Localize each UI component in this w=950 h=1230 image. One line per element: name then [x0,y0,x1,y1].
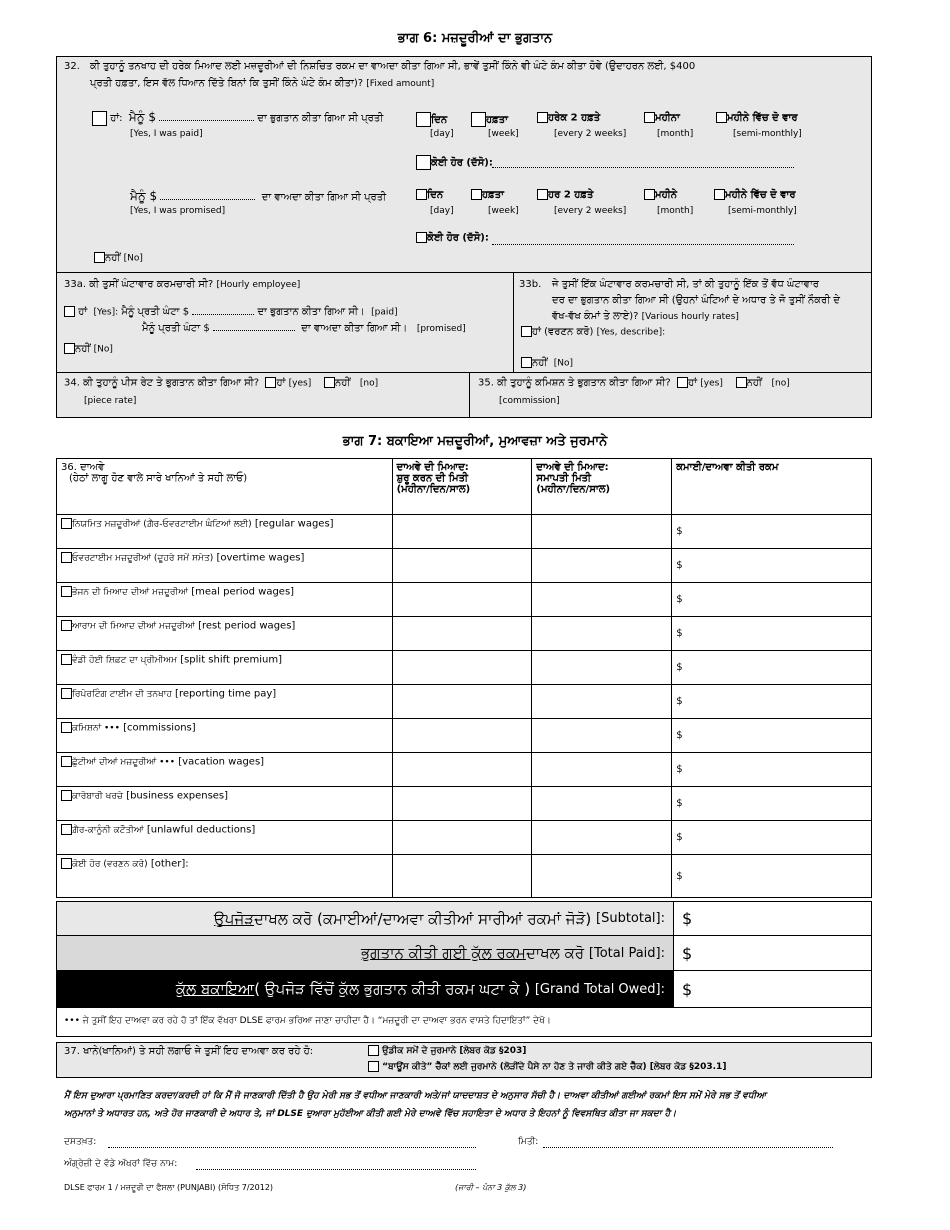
q33a-paid-en: [paid] [371,307,398,318]
grand-total-label-en: [Grand Total Owed]: [534,981,665,997]
q35-no-label: ਨਹੀਂ [746,377,762,389]
claim-amount[interactable]: $ [672,685,872,719]
table-row [57,617,872,651]
claim-start-date[interactable] [392,821,532,855]
q33a-text: 33a. ਕੀ ਤੁਸੀਂ ਘੰਟਾਵਾਰ ਕਰਮਚਾਰੀ ਸੀ? [64,279,214,290]
q35-yes-checkbox[interactable] [677,377,688,388]
claims-header-row [57,459,872,515]
claim-end-date[interactable] [532,583,672,617]
q33b-line1: ਜੇ ਤੁਸੀਂ ਇੱਕ ਘੰਟਾਵਾਰ ਕਰਮਚਾਰੀ ਸੀ, ਤਾਂ ਕੀ ਤੁਹਾਨੂੰ ਇੱਕ ਤੋਂ ਵੱਧ ਘੰਟਾਵਾਰ [552,279,820,290]
q33b-number: 33b. [519,279,542,290]
subtotal-row [56,901,872,936]
table-row [57,549,872,583]
claim-start-date[interactable] [392,787,532,821]
claim-end-date[interactable] [532,617,672,651]
q32-paid-amount-field[interactable] [159,120,254,121]
part6-title: ਭਾਗ 6: ਮਜ਼ਦੂਰੀਆਂ ਦਾ ਭੁਗਤਾਨ [397,31,553,46]
claim-other[interactable]: ਕੋਈ ਹੋਰ (ਵਰਣਨ ਕਰੋ) [other]: [57,855,393,898]
q33a-promised-suffix: ਦਾ ਵਾਅਦਾ ਕੀਤਾ ਗਿਆ ਸੀ। [301,323,408,334]
subtotal-value[interactable]: $ [673,902,871,935]
claim-amount[interactable]: $ [672,821,872,855]
total-paid-value[interactable]: $ [673,936,871,970]
claim-overtime-wages[interactable]: ਓਵਰਟਾਈਮ ਮਜ਼ਦੂਰੀਆਂ (ਦੂਹਰੇ ਸਮੇਂ ਸਮੇਤ) [overtime wages] [57,549,393,583]
claim-end-date[interactable] [532,515,672,549]
table-row [57,821,872,855]
q32-paid-month[interactable]: ਮਹੀਨਾ [644,112,680,124]
claims-table [56,458,872,898]
claims-header-col3: ਦਾਅਵੇ ਦੀ ਮਿਆਦ: ਸਮਾਪਤੀ ਮਿਤੀ (ਮਹੀਨਾ/ਦਿਨ/ਸਾਲ) [532,459,672,515]
q34-no-en: [no] [359,378,379,389]
q34-yes-checkbox[interactable] [265,377,276,388]
table-row [57,515,872,549]
claims-note: ••• ਜੇ ਤੁਸੀਂ ਇਹ ਦਾਅਵਾ ਕਰ ਰਹੇ ਹੋ ਤਾਂ ਇੱਕ ਵੱਖਰਾ DLSE ਫਾਰਮ ਭਰਿਆ ਜਾਣਾ ਚਾਹੀਦਾ ਹੈ। “ਮਜ਼ਦੂਰੀ ਦਾ ਦਾਅਵਾ ਭਰਨ ਵਾਸਤੇ ਹਿਦਾਇਤਾਂ” ਦੇਖੋ। [64,1016,551,1026]
claim-start-date[interactable] [392,753,532,787]
claim-start-date[interactable] [392,583,532,617]
claim-amount[interactable]: $ [672,719,872,753]
page-number: (ਜਾਰੀ – ਪੰਨਾ 3 ਕੁੱਲ 3) [455,1183,527,1192]
grand-total-row [56,970,872,1008]
q33b-line3: ਵੱਖ-ਵੱਖ ਕੰਮਾਂ ਤੇ ਲਾਏ)? [552,311,639,322]
q32-paid-week[interactable]: ਹਫ਼ਤਾ [471,112,508,127]
certification-line2: ਅਨੁਮਾਨਾਂ ਤੇ ਅਧਾਰਤ ਹਨ, ਅਤੇ ਹੋਰ ਜਾਣਕਾਰੀ ਦੇ ਅਧਾਰ ਤੇ, ਜਾਂ DLSE ਦੁਆਰਾ ਮੁਹੱਈਆ ਕੀਤੀ ਗਈ ਮੇਰੇ ਦਾਅਵੇ ਵਿੱਚ ਸਹਾਇਤਾ ਦੇ ਅਧਾਰ ਤੇ ਇਹਨਾਂ ਨੂੰ ਵਿਵਸਥਿਤ ਕੀਤਾ ਜਾ ਸਕਦਾ ਹੈ। [64,1109,677,1119]
q32-promised-semimonthly-en: [semi-monthly] [728,206,797,216]
q32-yes-label: ਹਾਂ: [110,113,123,124]
table-row [57,685,872,719]
q34-yes-en: [yes] [288,378,312,389]
q33b-line3-en: [Various hourly rates] [641,312,739,322]
table-row [57,583,872,617]
total-paid-label-en: [Total Paid]: [588,945,665,961]
claim-start-date[interactable] [392,719,532,753]
grand-total-value[interactable]: $ [673,971,871,1007]
claim-vacation-wages[interactable]: ਛੁੱਟੀਆਂ ਦੀਆਂ ਮਜ਼ਦੂਰੀਆਂ ••• [vacation wages] [57,753,393,787]
q34-yes-label: ਹਾਂ [276,377,286,389]
claim-split-shift-premium[interactable]: ਵੰਡੀ ਹੋਈ ਸ਼ਿਫ਼ਟ ਦਾ ਪ੍ਰੀਮੀਅਮ [split shift premium] [57,651,393,685]
claim-amount[interactable]: $ [672,855,872,898]
q32-paid-day-en: [day] [430,129,454,139]
q32-paid-en: [Yes, I was paid] [130,129,203,139]
q32-paid-day[interactable]: ਦਿਨ [416,112,447,127]
claim-amount[interactable]: $ [672,787,872,821]
q32-yes-checkbox[interactable] [92,111,107,126]
claim-rest-period-wages[interactable]: ਆਰਾਮ ਦੀ ਮਿਆਦ ਦੀਆਂ ਮਜ਼ਦੂਰੀਆਂ [rest period wages] [57,617,393,651]
claim-end-date[interactable] [532,719,672,753]
q32-paid-other[interactable]: ਕੋਈ ਹੋਰ (ਦੱਸੋ): [416,155,493,170]
q33a-yes-en: [Yes]: [93,307,119,318]
part7-title: ਭਾਗ 7: ਬਕਾਇਆ ਮਜ਼ਦੂਰੀਆਂ, ਮੁਆਵਜ਼ਾ ਅਤੇ ਜੁਰਮਾਨੇ [342,434,608,449]
table-row [57,651,872,685]
claim-amount[interactable]: $ [672,651,872,685]
claim-amount[interactable]: $ [672,583,872,617]
q33a-promised-text: ਮੈਨੂੰ ਪ੍ਰਤੀ ਘੰਟਾ $ [142,323,210,334]
q37-option-waiting-time[interactable]: ਉਡੀਕ ਸਮੇਂ ਦੇ ਜੁਰਮਾਨੇ [ਲੇਬਰ ਕੋਡ §203] [368,1045,526,1056]
claim-unlawful-deductions[interactable]: ਗ਼ੈਰ-ਕਾਨੂੰਨੀ ਕਟੌਤੀਆਂ [unlawful deductions] [57,821,393,855]
q33a-paid-suffix: ਦਾ ਭੁਗਤਾਨ ਕੀਤਾ ਗਿਆ ਸੀ। [257,306,365,318]
signature-label: ਦਸਤਖ਼ਤ: [64,1137,97,1147]
q33a-paid-rate-field[interactable] [192,314,254,315]
q34-text: 34. ਕੀ ਤੁਹਾਨੂੰ ਪੀਸ ਰੇਟ ਤੇ ਭੁਗਤਾਨ ਕੀਤਾ ਗਿਆ ਸੀ? [64,377,260,389]
q33b-no-option[interactable]: ਨਹੀਂ [No] [521,357,573,369]
claim-start-date[interactable] [392,685,532,719]
q32-promised-2weeks-en: [every 2 weeks] [554,206,627,216]
total-paid-label: ਦਾਖਲ ਕਰੋ [525,944,585,962]
claim-amount[interactable]: $ [672,515,872,549]
claim-end-date[interactable] [532,549,672,583]
q32-promised-week-en: [week] [488,206,519,216]
q33a-no-option[interactable]: ਨਹੀਂ [No] [64,343,113,355]
date-label: ਮਿਤੀ: [518,1137,539,1147]
q35-no-en: [no] [771,378,790,389]
q32-paid-month-en: [month] [657,129,694,139]
claim-start-date[interactable] [392,515,532,549]
q32-promised-amount-field[interactable] [160,199,255,200]
claim-end-date[interactable] [532,685,672,719]
q32-promised-other-field[interactable] [492,244,794,245]
certification-line1: ਮੈਂ ਇਸ ਦੁਆਰਾ ਪ੍ਰਮਾਣਿਤ ਕਰਦਾ/ਕਰਦੀ ਹਾਂ ਕਿ ਮੈਂ ਜੋ ਜਾਣਕਾਰੀ ਦਿੱਤੀ ਹੈ ਉਹ ਮੇਰੀ ਸਭ ਤੋਂ ਵਧੀਆ ਜਾਣਕਾਰੀ ਅਤੇ/ਜਾਂ ਯਾਦਦਾਸ਼ਤ ਦੇ ਅਨੁਸਾਰ ਸੱਚੀ ਹੈ। ਦਾਅਵਾ ਕੀਤੀਆਂ ਗਈਆਂ ਰਕਮਾਂ ਇਸ ਸਮੇਂ ਮੇਰੇ ਸਭ ਤੋਂ ਵਧੀਆ [64,1091,767,1101]
claim-amount[interactable]: $ [672,753,872,787]
claim-start-date[interactable] [392,549,532,583]
q33a-text-en: [Hourly employee] [216,280,301,290]
q33a-yes-checkbox[interactable] [64,306,75,317]
table-row [57,787,872,821]
claim-start-date[interactable] [392,651,532,685]
table-row [57,719,872,753]
q33a-paid-text: ਮੈਨੂੰ ਪ੍ਰਤੀ ਘੰਟਾ $ [121,306,190,318]
q33a-yes-label: ਹਾਂ [78,306,88,318]
q33b-yes-option[interactable]: ਹਾਂ (ਵਰਣਨ ਕਰੋ) [Yes, describe]: [521,326,665,338]
claim-start-date[interactable] [392,617,532,651]
q32-promised-semimonthly[interactable]: ਮਹੀਨੇ ਵਿੱਚ ਦੋ ਵਾਰ [714,189,796,201]
claim-regular-wages[interactable]: ਨਿਯਮਿਤ ਮਜ਼ਦੂਰੀਆਂ (ਗ਼ੈਰ-ਓਵਰਟਾਈਮ ਘੰਟਿਆਂ ਲਈ) [regular wages] [57,515,393,549]
subtotal-label-en: [Subtotal]: [596,911,665,926]
q32-promised-en: [Yes, I was promised] [130,206,226,216]
q35-yes-label: ਹਾਂ [688,377,698,389]
q32-no-option[interactable]: ਨਹੀਂ [No] [94,252,143,264]
claim-end-date[interactable] [532,855,672,898]
grand-total-label: ( ਉਪਜੋੜ ਵਿੱਚੋਂ ਕੁੱਲ ਭੁਗਤਾਨ ਕੀਤੀ ਰਕਮ ਘਟਾ ਕੇ ) [254,980,531,998]
q32-promised-week[interactable]: ਹਫ਼ਤਾ [471,189,504,201]
q32-promised-suffix: ਦਾ ਵਾਅਦਾ ਕੀਤਾ ਗਿਆ ਸੀ ਪ੍ਰਤੀ [261,192,387,203]
q32-paid-semimonthly[interactable]: ਮਹੀਨੇ ਵਿੱਚ ਦੋ ਵਾਰ [716,112,798,124]
claims-header-col2: ਦਾਅਵੇ ਦੀ ਮਿਆਦ: ਸ਼ੁਰੂ ਕਰਨ ਦੀ ਮਿਤੀ (ਮਹੀਨਾ/ਦਿਨ/ਸਾਲ) [392,459,532,515]
q32-promised-month-en: [month] [657,206,694,216]
q32-text-line2: ਪ੍ਰਤੀ ਹਫ਼ਤਾ, ਇਸ ਵੱਲ ਧਿਆਨ ਦਿੱਤੇ ਬਿਨਾਂ ਕਿ ਤੁਸੀਂ ਕਿੰਨੇ ਘੰਟੇ ਕੰਮ ਕੀਤਾ)? [90,78,364,89]
table-row [57,855,872,898]
q32-paid-2weeks-en: [every 2 weeks] [554,129,627,139]
q33a-promised-rate-field[interactable] [213,330,295,331]
claim-end-date[interactable] [532,651,672,685]
claims-header-col1: 36. ਦਾਅਵੇ (ਹੇਠਾਂ ਲਾਗੂ ਹੋਣ ਵਾਲੇ ਸਾਰੇ ਖਾਨਿਆਂ ਤੇ ਸਹੀ ਲਾਓ) [57,459,393,515]
date-field[interactable] [543,1147,833,1148]
q32-promised-month[interactable]: ਮਹੀਨੇ [644,189,677,201]
grand-total-label-u: ਕੁੱਲ ਬਕਾਇਆ [175,980,255,998]
q32-paid-semimonthly-en: [semi-monthly] [733,129,802,139]
q32-paid-week-en: [week] [488,129,519,139]
q32-promised-day-en: [day] [430,206,454,216]
q32-promised-2weeks[interactable]: ਹਰ 2 ਹਫ਼ਤੇ [537,189,593,201]
claim-end-date[interactable] [532,821,672,855]
q35-sub-en: [commission] [499,396,560,406]
subtotal-label: ਦਾਖਲ ਕਰੋ (ਕਮਾਈਆਂ/ਦਾਅਵਾ ਕੀਤੀਆਂ ਸਾਰੀਆਂ ਰਕਮਾਂ ਜੋੜੋ) [254,909,592,928]
q32-promised-prefix: ਮੈਨੂੰ $ [130,189,158,203]
claim-meal-period-wages[interactable]: ਭੋਜਨ ਦੀ ਮਿਆਦ ਦੀਆਂ ਮਜ਼ਦੂਰੀਆਂ [meal period wages] [57,583,393,617]
q35-yes-en: [yes] [700,378,723,389]
total-paid-label-u: ਭੁਗਤਾਨ ਕੀਤੀ ਗਈ ਕੁੱਲ ਰਕਮ [360,944,526,962]
q37-text: 37. ਖਾਨੇ(ਖਾਨਿਆਂ) ਤੇ ਸਹੀ ਲਗਾਓ ਜੇ ਤੁਸੀਂ ਇਹ ਦਾਅਵਾ ਕਰ ਰਹੇ ਹੋ: [64,1046,314,1057]
q32-paid-other-field[interactable] [492,167,794,168]
q34-sub-en: [piece rate] [84,396,137,406]
q32-promised-other[interactable]: ਕੋਈ ਹੋਰ (ਦੱਸੋ): [416,232,489,244]
claim-end-date[interactable] [532,787,672,821]
q33a-promised-en: [promised] [416,324,466,334]
q32-paid-suffix: ਦਾ ਭੁਗਤਾਨ ਕੀਤਾ ਗਿਆ ਸੀ ਪ੍ਰਤੀ [257,113,384,124]
q35-text: 35. ਕੀ ਤੁਹਾਨੂੰ ਕਮਿਸ਼ਨ ਤੇ ਭੁਗਤਾਨ ਕੀਤਾ ਗਿਆ ਸੀ? [478,377,671,389]
form-id: DLSE ਫਾਰਮ 1 / ਮਜ਼ਦੂਰੀ ਦਾ ਫੈਸਲਾ (PUNJABI) (ਸੋਧਿਤ 7/2012) [64,1183,274,1192]
q32-number: 32. [64,61,80,72]
claims-header-col4: ਕਮਾਈ/ਦਾਅਵਾ ਕੀਤੀ ਰਕਮ [672,459,872,515]
claim-amount[interactable]: $ [672,617,872,651]
printed-name-field[interactable] [196,1169,476,1170]
subtotal-label-u: ਉਪਜੋੜ [213,909,255,928]
claim-start-date[interactable] [392,855,532,898]
q33b-line2: ਦਰ ਦਾ ਭੁਗਤਾਨ ਕੀਤਾ ਗਿਆ ਸੀ (ਉਹਨਾਂ ਘੰਟਿਆਂ ਦੇ ਅਧਾਰ ਤੇ ਜੋ ਤੁਸੀਂ ਨੌਕਰੀ ਦੇ [552,295,841,306]
claim-end-date[interactable] [532,753,672,787]
q34-no-label: ਨਹੀਂ [334,377,351,389]
q32-text-en: [Fixed amount] [366,79,435,89]
q34-no-checkbox[interactable] [324,377,335,388]
table-row [57,753,872,787]
q32-paid-2weeks[interactable]: ਹਰੇਕ 2 ਹਫ਼ਤੇ [537,112,600,124]
signature-field[interactable] [108,1147,476,1148]
claim-amount[interactable]: $ [672,549,872,583]
q32-paid-prefix: ਮੈਨੂੰ $ [128,110,157,124]
q37-option-bounced-checks[interactable]: “ਬਾਊਂਸ ਕੀਤੇ” ਚੈੱਕਾਂ ਲਈ ਜੁਰਮਾਨੇ (ਲੋੜੀਂਦੇ ਪੈਸੇ ਨਾ ਹੋਣ ਤੇ ਜਾਰੀ ਕੀਤੇ ਗਏ ਚੈੱਕ) [ਲੇਬਰ ਕੋਡ §203.1] [368,1061,726,1072]
q32-promised-day[interactable]: ਦਿਨ [416,189,443,201]
claim-reporting-time-pay[interactable]: ਰਿਪੋਰਟਿੰਗ ਟਾਈਮ ਦੀ ਤਨਖਾਹ [reporting time pay] [57,685,393,719]
claim-business-expenses[interactable]: ਕਾਰੋਬਾਰੀ ਖਰਚੇ [business expenses] [57,787,393,821]
total-paid-row [56,935,872,971]
claim-commissions[interactable]: ਕਮਿਸ਼ਨਾਂ ••• [commissions] [57,719,393,753]
printed-name-label: ਅੰਗ੍ਰੇਜ਼ੀ ਦੇ ਵੱਡੇ ਅੱਖਰਾਂ ਵਿੱਚ ਨਾਮ: [64,1159,178,1169]
q32-text-line1: ਕੀ ਤੁਹਾਨੂੰ ਤਨਖਾਹ ਦੀ ਹਰੇਕ ਮਿਆਦ ਲਈ ਮਜ਼ਦੂਰੀਆਂ ਦੀ ਨਿਸ਼ਚਿਤ ਰਕਮ ਦਾ ਵਾਅਦਾ ਕੀਤਾ ਗਿਆ ਸੀ, ਭਾਵੇਂ ਤੁਸੀਂ ਕਿੰਨੇ ਵੀ ਘੰਟੇ ਕੰਮ ਕੀਤਾ ਹੋਵੇ (ਉਦਾਹਰਨ ਲਈ, $400 [90,61,696,72]
q35-no-checkbox[interactable] [736,377,747,388]
